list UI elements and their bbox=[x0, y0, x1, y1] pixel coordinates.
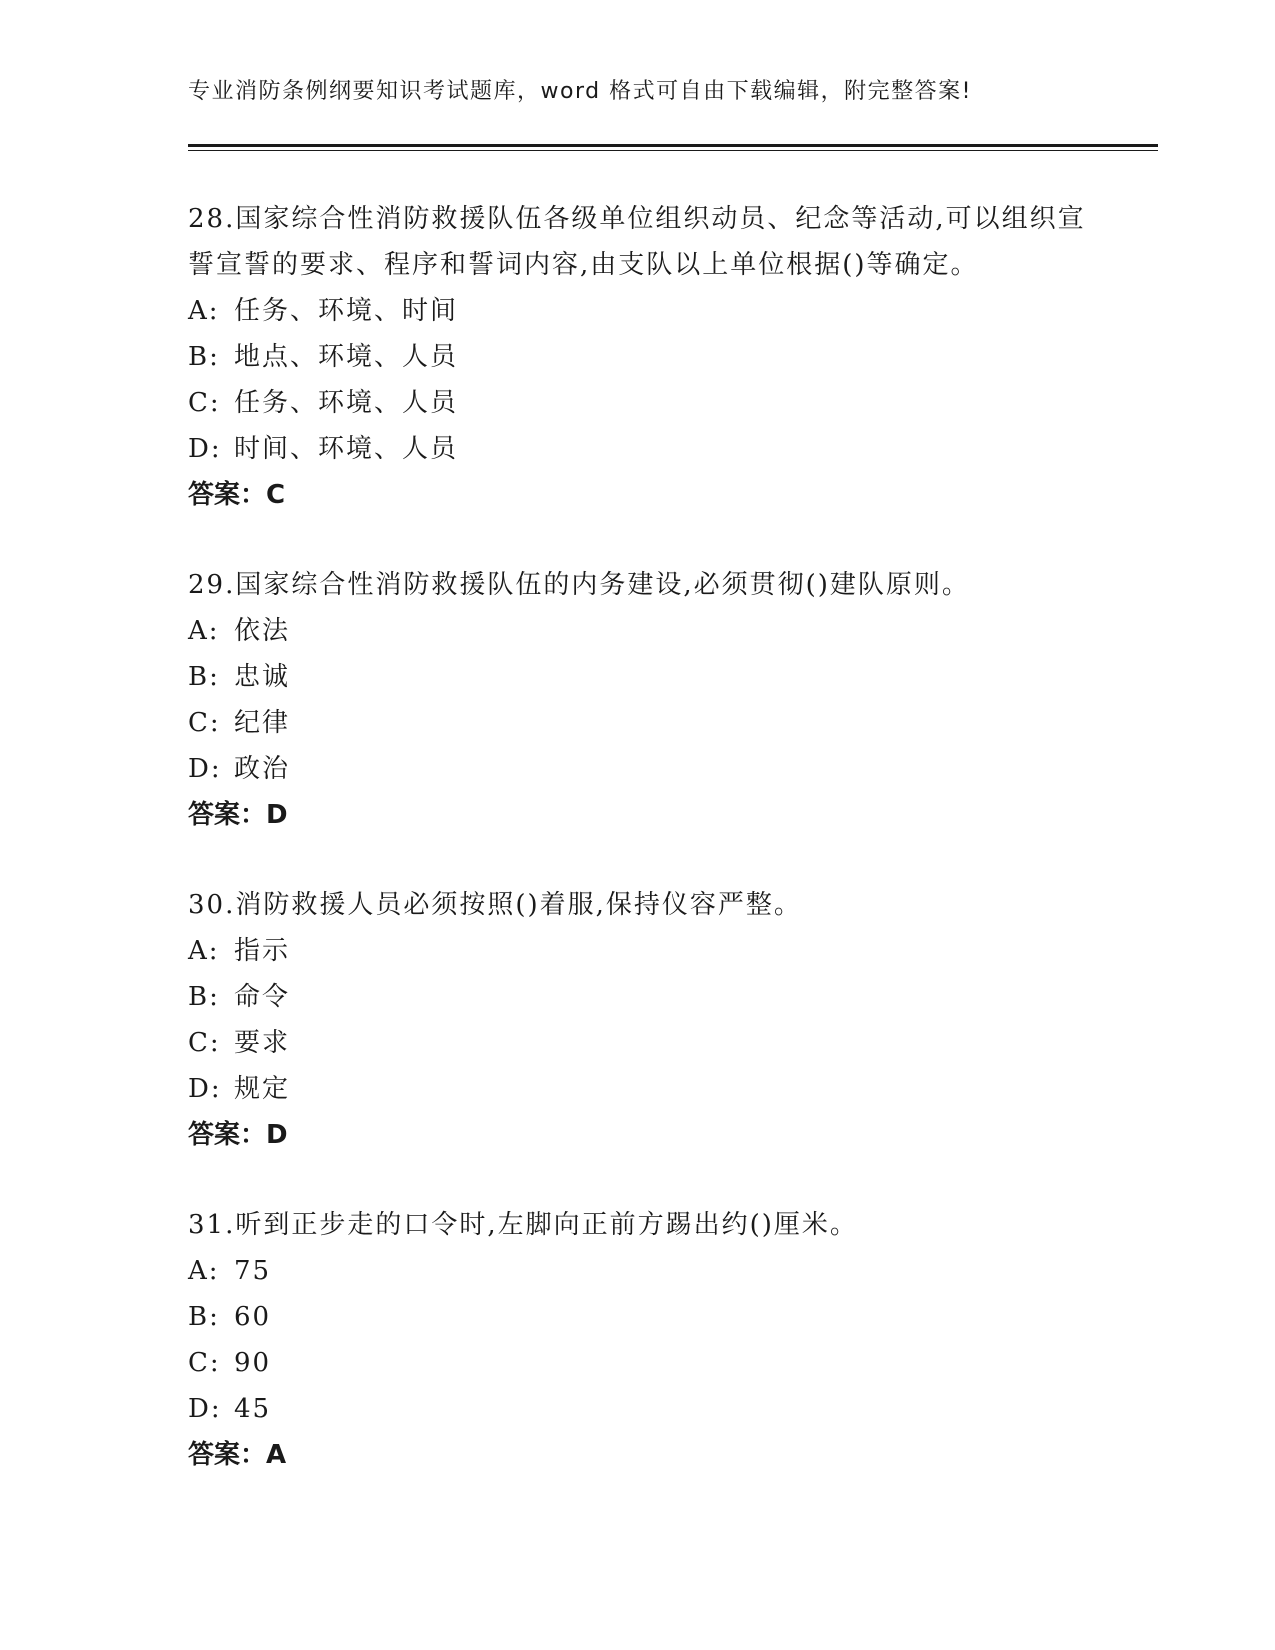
option-letter: C: bbox=[188, 388, 221, 418]
option-letter: C: bbox=[188, 1348, 221, 1378]
option-b bbox=[188, 654, 1088, 700]
answer-line: 答案：C bbox=[188, 480, 286, 510]
option-text: 45 bbox=[234, 1394, 272, 1424]
option-c bbox=[188, 700, 1088, 746]
option-text: 地点、环境、人员 bbox=[234, 342, 459, 372]
option-text: 75 bbox=[234, 1256, 272, 1286]
page-header: 专业消防条例纲要知识考试题库，word 格式可自由下载编辑，附完整答案! bbox=[188, 79, 972, 104]
option-letter: B: bbox=[188, 982, 220, 1012]
option-text: 时间、环境、人员 bbox=[234, 434, 459, 464]
header-rule-thin bbox=[188, 150, 1158, 151]
option-letter: A: bbox=[188, 616, 220, 646]
header-rule-thick bbox=[188, 144, 1158, 147]
question-stem: 29.国家综合性消防救援队伍的内务建设,必须贯彻()建队原则。 bbox=[188, 570, 970, 600]
option-letter: A: bbox=[188, 936, 220, 966]
option-text: 忠诚 bbox=[234, 662, 291, 692]
option-text: 60 bbox=[234, 1302, 272, 1332]
option-text: 任务、环境、时间 bbox=[234, 296, 459, 326]
option-c bbox=[188, 1340, 1088, 1386]
option-text: 指示 bbox=[234, 936, 291, 966]
question-28 bbox=[188, 196, 1088, 518]
option-c bbox=[188, 380, 1088, 426]
option-a bbox=[188, 608, 1088, 654]
option-letter: A: bbox=[188, 296, 220, 326]
option-text: 政治 bbox=[234, 754, 291, 784]
option-c bbox=[188, 1020, 1088, 1066]
option-a bbox=[188, 288, 1088, 334]
option-d bbox=[188, 1066, 1088, 1112]
option-letter: D: bbox=[188, 1394, 222, 1424]
option-letter: D: bbox=[188, 754, 222, 784]
question-29 bbox=[188, 562, 1088, 838]
option-d bbox=[188, 426, 1088, 472]
question-31 bbox=[188, 1202, 1088, 1478]
option-text: 纪律 bbox=[234, 708, 291, 738]
option-letter: D: bbox=[188, 434, 222, 464]
question-stem: 30.消防救援人员必须按照()着服,保持仪容严整。 bbox=[188, 890, 802, 920]
option-letter: D: bbox=[188, 1074, 222, 1104]
option-a bbox=[188, 928, 1088, 974]
option-b bbox=[188, 334, 1088, 380]
option-b bbox=[188, 974, 1088, 1020]
option-text: 依法 bbox=[234, 616, 291, 646]
option-text: 命令 bbox=[234, 982, 291, 1012]
question-stem: 31.听到正步走的口令时,左脚向正前方踢出约()厘米。 bbox=[188, 1210, 858, 1240]
option-a bbox=[188, 1248, 1088, 1294]
option-text: 90 bbox=[234, 1348, 272, 1378]
question-30 bbox=[188, 882, 1088, 1158]
answer-line: 答案：A bbox=[188, 1440, 287, 1470]
option-letter: B: bbox=[188, 1302, 220, 1332]
option-text: 规定 bbox=[234, 1074, 291, 1104]
option-text: 任务、环境、人员 bbox=[234, 388, 459, 418]
option-letter: A: bbox=[188, 1256, 220, 1286]
option-letter: B: bbox=[188, 662, 220, 692]
option-d bbox=[188, 1386, 1088, 1432]
question-stem: 28.国家综合性消防救援队伍各级单位组织动员、纪念等活动,可以组织宣誓宣誓的要求、程序和誓词内容,由支队以上单位根据()等确定。 bbox=[188, 204, 1086, 280]
question-list bbox=[188, 196, 1088, 1522]
option-letter: C: bbox=[188, 1028, 221, 1058]
option-d bbox=[188, 746, 1088, 792]
option-b bbox=[188, 1294, 1088, 1340]
option-letter: C: bbox=[188, 708, 221, 738]
answer-line: 答案：D bbox=[188, 800, 288, 830]
option-text: 要求 bbox=[234, 1028, 291, 1058]
option-letter: B: bbox=[188, 342, 220, 372]
answer-line: 答案：D bbox=[188, 1120, 288, 1150]
